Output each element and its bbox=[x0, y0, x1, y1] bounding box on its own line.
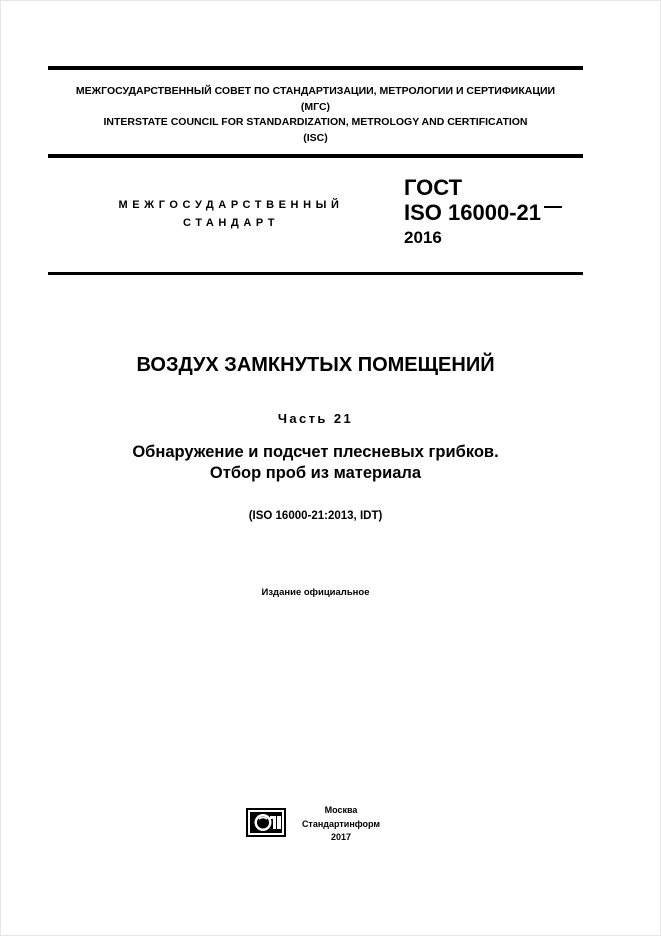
publisher-info bbox=[296, 804, 386, 845]
standard-label-line2: СТАНДАРТ bbox=[182, 217, 280, 229]
council-en-name: INTERSTATE COUNCIL FOR STANDARDIZATION, METROLOGY AND CERTIFICATION bbox=[103, 116, 528, 128]
standard-designation bbox=[404, 175, 562, 250]
iso-reference: (ISO 16000-21:2013, IDT) bbox=[248, 510, 383, 522]
gost-label: ГОСТ bbox=[404, 175, 463, 200]
publisher-name: Стандартинформ bbox=[301, 818, 381, 829]
edition-note: Издание официальное bbox=[261, 587, 370, 598]
document-title: ВОЗДУХ ЗАМКНУТЫХ ПОМЕЩЕНИЙ bbox=[136, 354, 495, 376]
middle-rule bbox=[48, 154, 583, 158]
top-rule bbox=[48, 66, 583, 70]
publisher-city: Москва bbox=[324, 805, 358, 815]
standard-number: ISO 16000-21 bbox=[404, 200, 541, 225]
part-number: Часть 21 bbox=[277, 411, 354, 426]
council-header bbox=[48, 84, 583, 146]
council-ru-name: МЕЖГОСУДАРСТВЕННЫЙ СОВЕТ ПО СТАНДАРТИЗАЦИИ, МЕТРОЛОГИИ И СЕРТИФИКАЦИИ bbox=[75, 85, 556, 97]
bottom-rule bbox=[48, 272, 583, 275]
standartinform-logo-icon bbox=[246, 808, 286, 837]
standard-type-label bbox=[96, 196, 366, 232]
council-en-abbreviation: (ISC) bbox=[303, 131, 328, 144]
standard-year: 2016 bbox=[404, 228, 442, 247]
standard-number-line bbox=[404, 200, 562, 225]
subtitle-line2: Отбор проб из материала bbox=[209, 464, 422, 482]
document-subtitle bbox=[0, 442, 631, 484]
standard-label-line1: МЕЖГОСУДАРСТВЕННЫЙ bbox=[118, 199, 344, 211]
subtitle-line1: Обнаружение и подсчет плесневых грибков. bbox=[132, 443, 499, 461]
council-ru-abbreviation: (МГС) bbox=[300, 100, 331, 113]
year-dash bbox=[544, 206, 562, 208]
publisher-year: 2017 bbox=[330, 832, 352, 842]
